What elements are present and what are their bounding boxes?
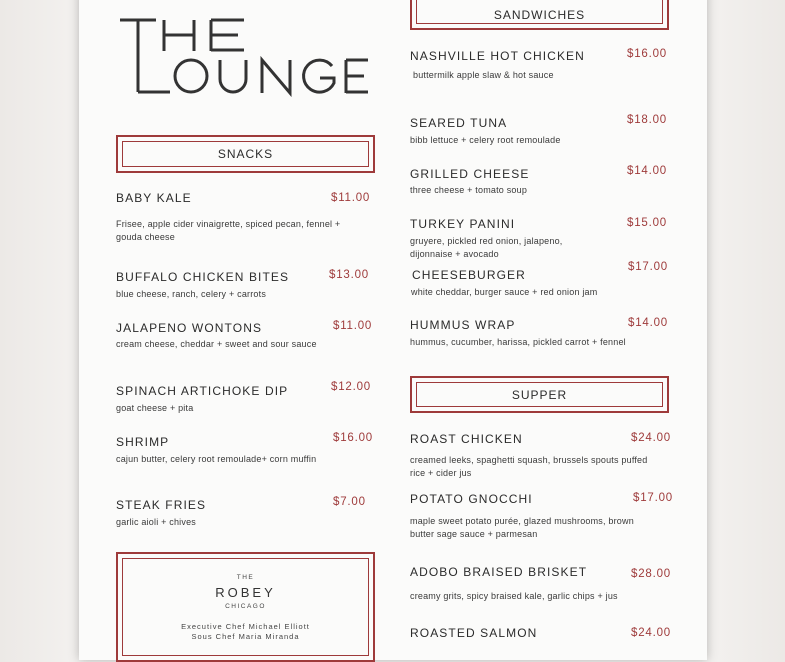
snacks-header-frame	[116, 135, 375, 173]
sandwiches-header-frame	[410, 0, 669, 30]
sandwich-desc: white cheddar, burger sauce + red onion jam	[411, 287, 598, 297]
sandwich-name: HUMMUS WRAP	[410, 318, 516, 332]
snack-name: SPINACH ARTICHOKE DIP	[116, 384, 289, 398]
snack-desc: cream cheese, cheddar + sweet and sour sauce	[116, 339, 317, 349]
sandwich-desc: three cheese + tomato soup	[410, 185, 528, 195]
supper-desc: creamy grits, spicy braised kale, garlic chips + jus	[410, 591, 618, 601]
supper-header-frame	[410, 376, 669, 413]
robey-the: THE	[236, 574, 255, 581]
sandwiches-header: SANDWICHES	[416, 0, 663, 24]
sandwich-desc: gruyere, pickled red onion, jalapeno, dijonnaise + avocado	[410, 236, 563, 259]
snack-desc: garlic aioli + chives	[116, 517, 196, 527]
sandwich-price: $15.00	[627, 217, 667, 229]
supper-name: ADOBO BRAISED BRISKET	[410, 565, 588, 579]
sandwich-price: $16.00	[627, 48, 667, 60]
snack-name: STEAK FRIES	[116, 498, 207, 512]
sandwich-name: NASHVILLE HOT CHICKEN	[410, 49, 585, 63]
supper-price: $28.00	[631, 568, 671, 580]
snack-desc: Frisee, apple cider vinaigrette, spiced pecan, fennel + gouda cheese	[116, 219, 341, 242]
executive-chef: Executive Chef Michael Elliott	[181, 622, 310, 631]
snacks-header: SNACKS	[122, 141, 369, 167]
supper-name: POTATO GNOCCHI	[410, 492, 533, 506]
supper-price: $24.00	[631, 432, 671, 444]
snack-price: $12.00	[331, 381, 371, 393]
snack-price: $16.00	[333, 432, 373, 444]
supper-price: $24.00	[631, 627, 671, 639]
snack-price: $13.00	[329, 269, 369, 281]
snack-desc: goat cheese + pita	[116, 403, 194, 413]
snack-desc: cajun butter, celery root remoulade+ corn muffin	[116, 454, 317, 464]
supper-name: ROAST CHICKEN	[410, 432, 523, 446]
supper-price: $17.00	[633, 492, 673, 504]
sous-chef: Sous Chef Maria Miranda	[191, 632, 300, 641]
supper-name: ROASTED SALMON	[410, 626, 538, 640]
sandwich-name: TURKEY PANINI	[410, 217, 516, 231]
snack-name: BABY KALE	[116, 191, 192, 205]
snack-price: $11.00	[331, 192, 371, 204]
supper-header: SUPPER	[416, 382, 663, 407]
supper-desc: creamed leeks, spaghetti squash, brussels spouts puffed rice + cider jus	[410, 455, 648, 478]
sandwich-name: SEARED TUNA	[410, 116, 508, 130]
snack-price: $7.00	[333, 496, 366, 508]
sandwich-price: $17.00	[628, 261, 668, 273]
sandwich-price: $14.00	[628, 317, 668, 329]
sandwich-desc: buttermilk apple slaw & hot sauce	[413, 70, 554, 80]
snack-desc: blue cheese, ranch, celery + carrots	[116, 289, 267, 299]
the-lounge-logo	[120, 17, 370, 97]
supper-desc: maple sweet potato purée, glazed mushrooms, brown butter sage sauce + parmesan	[410, 516, 634, 539]
sandwich-desc: hummus, cucumber, harissa, pickled carrot + fennel	[410, 337, 626, 347]
robey-name: ROBEY	[215, 585, 276, 600]
snack-price: $11.00	[333, 320, 373, 332]
snack-name: JALAPENO WONTONS	[116, 321, 263, 335]
snack-name: BUFFALO CHICKEN BITES	[116, 270, 290, 284]
robey-info	[122, 558, 369, 656]
robey-info-frame	[116, 552, 375, 662]
sandwich-name: CHEESEBURGER	[412, 268, 526, 282]
snack-name: SHRIMP	[116, 435, 170, 449]
sandwich-name: GRILLED CHEESE	[410, 167, 530, 181]
sandwich-price: $18.00	[627, 114, 667, 126]
robey-city: CHICAGO	[225, 603, 266, 610]
sandwich-desc: bibb lettuce + celery root remoulade	[410, 135, 561, 145]
sandwich-price: $14.00	[627, 165, 667, 177]
